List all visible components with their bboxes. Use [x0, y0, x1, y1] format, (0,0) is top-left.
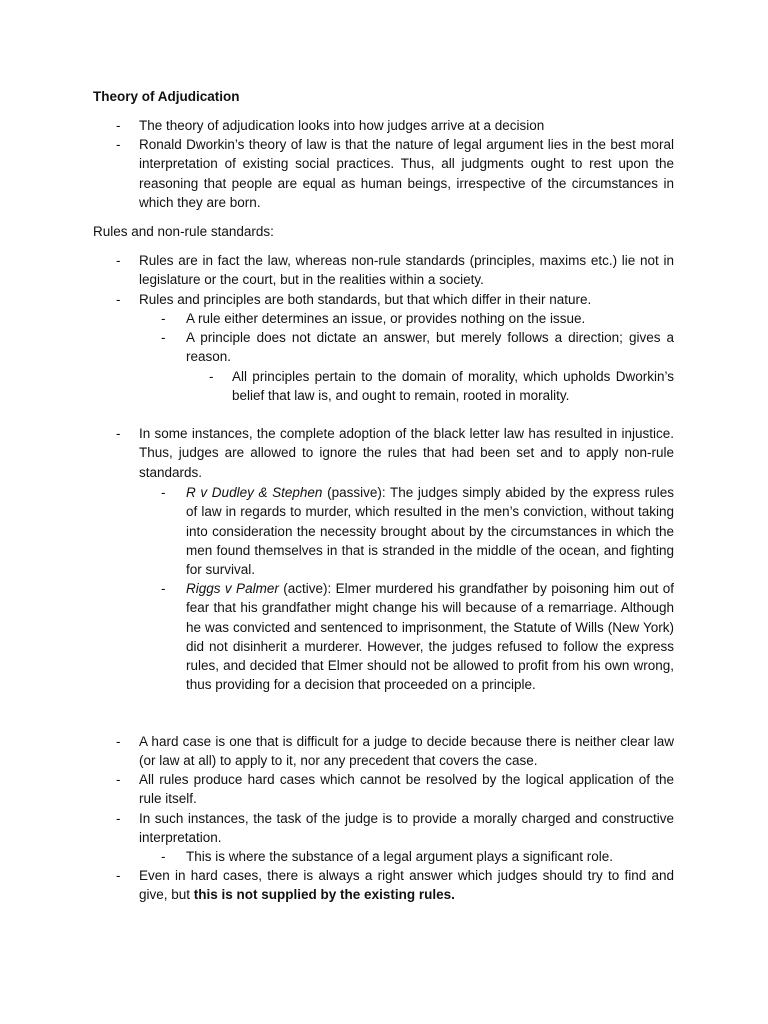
- list-item-text: A principle does not dictate an answer, but merely follows a direction; gives a reason.: [186, 330, 674, 365]
- list-item: [116, 770, 674, 809]
- case-mode: (passive):: [322, 485, 386, 500]
- list-item-text: In such instances, the task of the judge is to provide a morally charged and constructive interpretation.: [139, 811, 674, 846]
- case-name: R v Dudley & Stephen: [186, 485, 323, 500]
- list-item-text: Rules are in fact the law, whereas non-rule standards (principles, maxims etc.) lie not in legislature or the court, but in the realities within a society.: [139, 253, 674, 288]
- bullet-dash: -: [116, 253, 121, 268]
- case-mode: (active):: [278, 581, 332, 596]
- case-text: The judges simply abided by the express rules of law in regards to murder, which resulted in the men’s conviction, without taking into consideration the necessity brought about by the circumstances in which the men found themselves in that is stranded in the middle of the ocean, and fighting for survival.: [186, 485, 674, 578]
- list-item: [116, 866, 674, 905]
- list-item: [161, 309, 674, 328]
- list-item-text: A hard case is one that is difficult for a judge to decide because there is neither clear law (or law at all) to apply to it, nor any precedent that covers the case.: [139, 734, 674, 769]
- list-item: [116, 290, 674, 309]
- case-summary: [186, 483, 674, 579]
- list-item-text: Rules and principles are both standards, but that which differ in their nature.: [139, 292, 592, 307]
- bullet-dash: -: [116, 868, 121, 883]
- section-heading: Rules and non-rule standards:: [93, 224, 274, 239]
- list-item-text-part: Even in hard cases, there is always a right answer which judges should try to find and give, but: [139, 868, 674, 903]
- bullet-dash: -: [161, 311, 166, 326]
- list-item: [161, 579, 674, 695]
- list-item: [116, 116, 674, 135]
- bullet-dash: -: [116, 426, 121, 441]
- bullet-dash: -: [116, 734, 121, 749]
- list-item: [116, 732, 674, 771]
- case-summary: [186, 579, 674, 695]
- list-item: [116, 135, 674, 212]
- list-item: [116, 424, 674, 482]
- list-item-text: All principles pertain to the domain of morality, which upholds Dworkin’s belief that law is, and ought to remain, rooted in morality.: [232, 369, 674, 404]
- emphasized-text: this is not supplied by the existing rules.: [193, 887, 455, 903]
- document-title: Theory of Adjudication: [93, 89, 240, 104]
- bullet-dash: -: [116, 772, 121, 787]
- bullet-dash: -: [116, 811, 121, 826]
- list-item: [209, 367, 674, 406]
- bullet-dash: -: [161, 485, 166, 500]
- bullet-dash: -: [161, 849, 166, 864]
- list-item-text: Ronald Dworkin’s theory of law is that the nature of legal argument lies in the best moral interpretation of existing social practices. Thus, all judgments ought to rest upon the reasoning that people are equal as human beings, irrespective of the circumstances in which they are born.: [139, 137, 674, 210]
- case-name: Riggs v Palmer: [186, 581, 279, 596]
- list-item-text: A rule either determines an issue, or provides nothing on the issue.: [186, 311, 586, 326]
- list-item-text: [139, 866, 674, 905]
- case-text: Elmer murdered his grandfather by poisoning him out of fear that his grandfather might change his will because of a remarriage. Although he was convicted and sentenced to imprisonment, the Statute of Wills (New York) did not disinherit a murderer. However, the judges refused to follow the express rules, and decided that Elmer should not be allowed to profit from his own wrong, thus providing for a decision that proceeded on a principle.: [186, 581, 674, 693]
- list-item: [161, 483, 674, 579]
- bullet-dash: -: [116, 118, 121, 133]
- list-item: [161, 847, 674, 866]
- bullet-dash: -: [161, 330, 166, 345]
- bullet-dash: -: [161, 581, 166, 596]
- list-item: [161, 328, 674, 367]
- bullet-dash: -: [209, 369, 214, 384]
- bullet-dash: -: [116, 137, 121, 152]
- list-item: [116, 251, 674, 290]
- list-item-text: In some instances, the complete adoption of the black letter law has resulted in injustice. Thus, judges are allowed to ignore the rules that had been set and to apply non-rule standards.: [139, 426, 674, 480]
- list-item-text: This is where the substance of a legal argument plays a significant role.: [186, 849, 613, 864]
- list-item-text: All rules produce hard cases which cannot be resolved by the logical application of the rule itself.: [139, 772, 674, 807]
- bullet-dash: -: [116, 292, 121, 307]
- list-item-text: The theory of adjudication looks into how judges arrive at a decision: [139, 118, 545, 133]
- list-item: [116, 809, 674, 848]
